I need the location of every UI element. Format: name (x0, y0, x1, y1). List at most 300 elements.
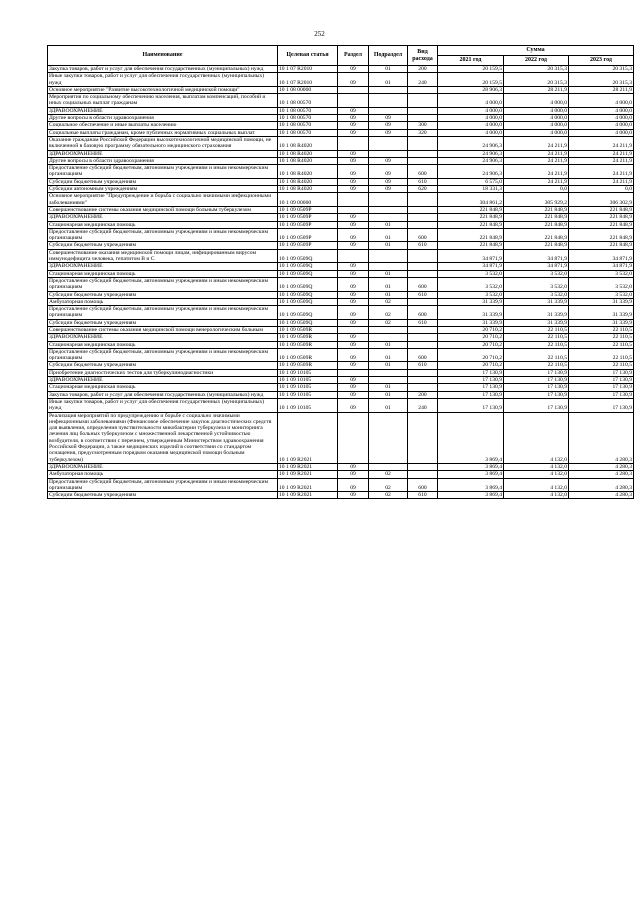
row-section: 09 (338, 319, 369, 326)
row-sum-2021: 17 130,9 (438, 384, 504, 391)
row-sum-2021: 4 000,0 (438, 129, 504, 136)
row-expense-type (408, 412, 438, 463)
row-name: Предоставление субсидий бюджетным, автономным учреждениям и иным некоммерческим организациям (48, 277, 278, 291)
row-section: 09 (338, 157, 369, 164)
row-expense-type (408, 107, 438, 114)
row-sum-2021: 221 848,9 (438, 214, 504, 221)
table-row (48, 277, 634, 291)
row-target-code: 10 1 09 0509R (278, 348, 338, 362)
row-section: 09 (338, 178, 369, 185)
row-name: Совершенствование системы оказания медицинской помощи венерологическим больным (48, 326, 278, 333)
header-expense-type: Вид расхода (408, 46, 438, 66)
row-sum-2022: 17 130,9 (504, 391, 569, 398)
row-section: 09 (338, 277, 369, 291)
row-sum-2022: 4 000,0 (504, 107, 569, 114)
row-sum-2023: 4 000,0 (569, 129, 634, 136)
row-section: 09 (338, 73, 369, 87)
row-sum-2022: 4 000,0 (504, 129, 569, 136)
row-expense-type (408, 150, 438, 157)
row-sum-2022: 4 000,0 (504, 115, 569, 122)
row-sum-2022: 17 130,9 (504, 377, 569, 384)
row-target-code: 10 1 09 0509Q (278, 277, 338, 291)
table-row (48, 186, 634, 193)
row-sum-2021: 20 710,2 (438, 362, 504, 369)
row-target-code: 10 1 09 0509Q (278, 263, 338, 270)
row-sum-2022: 221 848,9 (504, 214, 569, 221)
row-target-code: 10 1 09 0509R (278, 341, 338, 348)
row-sum-2021: 24 906,3 (438, 165, 504, 179)
row-sum-2022: 17 130,9 (504, 398, 569, 412)
table-row (48, 362, 634, 369)
row-subsection: 01 (369, 384, 408, 391)
row-target-code: 10 1 09 0509R (278, 362, 338, 369)
row-subsection: 01 (369, 348, 408, 362)
table-body (48, 66, 634, 499)
table-row (48, 206, 634, 213)
row-subsection (369, 206, 408, 213)
row-sum-2021: 304 861,2 (438, 193, 504, 207)
row-expense-type: 200 (408, 66, 438, 73)
row-subsection: 01 (369, 362, 408, 369)
row-name: Стационарная медицинская помощь (48, 384, 278, 391)
table-row (48, 66, 634, 73)
row-sum-2022: 3 532,0 (504, 270, 569, 277)
row-expense-type: 600 (408, 228, 438, 242)
row-target-code: 10 1 09 0509R (278, 334, 338, 341)
table-row (48, 492, 634, 499)
row-target-code: 10 1 09 10105 (278, 377, 338, 384)
table-row (48, 136, 634, 150)
row-section: 09 (338, 242, 369, 249)
row-sum-2023: 4 000,0 (569, 122, 634, 129)
row-name: ЗДРАВООХРАНЕНИЕ (48, 107, 278, 114)
row-sum-2023: 3 532,0 (569, 270, 634, 277)
row-subsection (369, 377, 408, 384)
row-sum-2022: 31 339,9 (504, 306, 569, 320)
row-subsection (369, 326, 408, 333)
row-target-code: 10 1 08 00000 (278, 86, 338, 93)
row-target-code: 10 1 08 00570 (278, 94, 338, 108)
row-expense-type (408, 206, 438, 213)
row-section: 09 (338, 463, 369, 470)
row-sum-2022: 17 130,9 (504, 384, 569, 391)
row-expense-type (408, 341, 438, 348)
row-sum-2022: 24 211,9 (504, 136, 569, 150)
table-row (48, 319, 634, 326)
row-target-code: 10 1 08 R4020 (278, 157, 338, 164)
header-year-2021: 2021 год (438, 56, 504, 66)
row-target-code: 10 1 09 0509Q (278, 306, 338, 320)
row-name: Предоставление субсидий бюджетным, автономным учреждениям и иным некоммерческим организациям (48, 306, 278, 320)
row-sum-2021: 6 575,0 (438, 178, 504, 185)
row-sum-2021: 24 906,3 (438, 157, 504, 164)
row-expense-type (408, 334, 438, 341)
row-name: Совершенствование оказания медицинской помощи лицам, инфицированным вирусом иммунодефицита человека, гепатитом В и С (48, 249, 278, 263)
row-subsection: 01 (369, 66, 408, 73)
row-sum-2023: 221 848,9 (569, 228, 634, 242)
row-name: Субсидии бюджетным учреждениям (48, 242, 278, 249)
table-row (48, 221, 634, 228)
row-target-code: 10 1 09 R2021 (278, 492, 338, 499)
table-row (48, 384, 634, 391)
row-sum-2022: 31 339,9 (504, 298, 569, 305)
row-expense-type (408, 384, 438, 391)
row-sum-2022: 28 211,9 (504, 86, 569, 93)
row-subsection (369, 107, 408, 114)
row-subsection: 01 (369, 270, 408, 277)
row-expense-type (408, 471, 438, 478)
row-expense-type (408, 270, 438, 277)
row-sum-2022: 4 132,0 (504, 492, 569, 499)
row-target-code: 10 1 08 R4020 (278, 186, 338, 193)
row-sum-2021: 31 339,9 (438, 319, 504, 326)
row-sum-2023: 3 532,0 (569, 291, 634, 298)
row-sum-2021: 221 848,9 (438, 206, 504, 213)
row-sum-2023: 17 130,9 (569, 369, 634, 376)
table-row (48, 122, 634, 129)
row-sum-2022: 4 000,0 (504, 94, 569, 108)
row-name: Субсидии автономным учреждениям (48, 186, 278, 193)
row-section (338, 369, 369, 376)
row-sum-2023: 4 280,3 (569, 463, 634, 470)
row-sum-2022: 34 871,9 (504, 249, 569, 263)
row-section (338, 206, 369, 213)
table-row (48, 398, 634, 412)
row-sum-2023: 28 211,9 (569, 86, 634, 93)
row-section (338, 249, 369, 263)
table-row (48, 412, 634, 463)
row-target-code: 10 1 09 0509P (278, 214, 338, 221)
row-section: 09 (338, 115, 369, 122)
row-sum-2023: 24 211,9 (569, 178, 634, 185)
row-sum-2021: 31 339,9 (438, 298, 504, 305)
row-name: Предоставление субсидий бюджетным, автономным учреждениям и иным некоммерческим организациям (48, 165, 278, 179)
row-expense-type (408, 249, 438, 263)
row-subsection: 09 (369, 186, 408, 193)
row-name: Амбулаторная помощь (48, 471, 278, 478)
row-name: Стационарная медицинская помощь (48, 270, 278, 277)
row-sum-2023: 22 110,5 (569, 348, 634, 362)
row-name: Оказание гражданам Российской Федерации высокотехнологичной медицинской помощи, не включенной в базовую программу обязательного медицинского страхования (48, 136, 278, 150)
row-section: 09 (338, 228, 369, 242)
row-expense-type: 240 (408, 73, 438, 87)
row-sum-2021: 4 000,0 (438, 122, 504, 129)
row-subsection (369, 463, 408, 470)
row-expense-type (408, 86, 438, 93)
row-target-code: 10 1 09 00000 (278, 193, 338, 207)
row-expense-type: 600 (408, 478, 438, 492)
row-sum-2023: 17 130,9 (569, 384, 634, 391)
row-sum-2023: 4 000,0 (569, 115, 634, 122)
row-subsection: 01 (369, 73, 408, 87)
row-target-code: 10 1 09 0509P (278, 206, 338, 213)
row-sum-2021: 20 710,2 (438, 341, 504, 348)
row-section: 09 (338, 384, 369, 391)
row-expense-type: 600 (408, 165, 438, 179)
row-section: 09 (338, 492, 369, 499)
row-subsection: 01 (369, 291, 408, 298)
row-sum-2021: 221 848,9 (438, 228, 504, 242)
row-sum-2023: 17 130,9 (569, 391, 634, 398)
row-sum-2022: 4 000,0 (504, 122, 569, 129)
row-sum-2021: 221 848,9 (438, 221, 504, 228)
row-subsection: 09 (369, 122, 408, 129)
row-subsection (369, 94, 408, 108)
header-sum: Сумма (438, 46, 634, 56)
row-expense-type: 610 (408, 492, 438, 499)
row-sum-2021: 17 130,9 (438, 369, 504, 376)
row-sum-2022: 3 532,0 (504, 277, 569, 291)
row-sum-2022: 24 211,9 (504, 165, 569, 179)
row-sum-2023: 4 280,3 (569, 478, 634, 492)
row-name: Предоставление субсидий бюджетным, автономным учреждениям и иным некоммерческим организациям (48, 478, 278, 492)
row-subsection: 01 (369, 242, 408, 249)
row-subsection: 01 (369, 277, 408, 291)
row-name: ЗДРАВООХРАНЕНИЕ (48, 214, 278, 221)
row-name: Закупка товаров, работ и услуг для обеспечения государственных (муниципальных) нужд (48, 391, 278, 398)
row-name: Субсидии бюджетным учреждениям (48, 319, 278, 326)
row-section (338, 326, 369, 333)
row-sum-2022: 4 132,0 (504, 412, 569, 463)
row-target-code: 10 1 08 00570 (278, 129, 338, 136)
row-section: 09 (338, 150, 369, 157)
row-subsection: 02 (369, 492, 408, 499)
row-expense-type: 600 (408, 306, 438, 320)
row-section: 09 (338, 221, 369, 228)
table-row (48, 242, 634, 249)
row-sum-2022: 20 315,3 (504, 73, 569, 87)
table-row (48, 129, 634, 136)
row-subsection: 01 (369, 221, 408, 228)
row-section: 09 (338, 306, 369, 320)
row-name: Социальные выплаты гражданам, кроме публичных нормативных социальных выплат (48, 129, 278, 136)
row-section: 09 (338, 348, 369, 362)
row-target-code: 10 1 09 0509P (278, 228, 338, 242)
row-target-code: 10 1 08 R4020 (278, 150, 338, 157)
row-sum-2022: 31 339,9 (504, 319, 569, 326)
row-name: Приобретение диагностических тестов для туберкулинодиагностики (48, 369, 278, 376)
row-section: 09 (338, 263, 369, 270)
table-row (48, 193, 634, 207)
header-year-2023: 2023 год (569, 56, 634, 66)
row-section: 09 (338, 214, 369, 221)
row-target-code: 10 1 09 R2021 (278, 412, 338, 463)
row-expense-type: 610 (408, 291, 438, 298)
row-sum-2021: 17 130,9 (438, 398, 504, 412)
row-section: 09 (338, 165, 369, 179)
row-name: Предоставление субсидий бюджетным, автономным учреждениям и иным некоммерческим организациям (48, 228, 278, 242)
row-subsection: 09 (369, 115, 408, 122)
row-section: 09 (338, 129, 369, 136)
row-name: Реализация мероприятий по предупреждению и борьбе с социально значимыми инфекционными заболеваниями (Финансовое обеспечение закупок диагностических средств для выявления, определения чувствительности микобактерии туберкулеза и мониторинга лечения лиц больных туберкулезом с множественной лекарственной устойчивостью возбудителя, в соответствии с перечнем, утвержденным Министерством здравоохранения Российской Федерации, а также медицинских изделий в соответствии со стандартом оснащения, предусмотренным порядком оказания медицинской помощи больным туберкулезом) (48, 412, 278, 463)
row-sum-2021: 20 710,2 (438, 326, 504, 333)
row-sum-2022: 22 110,5 (504, 348, 569, 362)
row-sum-2023: 31 339,9 (569, 306, 634, 320)
row-sum-2023: 221 848,9 (569, 214, 634, 221)
row-sum-2021: 3 532,0 (438, 270, 504, 277)
header-name: Наименование (48, 46, 278, 66)
row-sum-2021: 17 130,9 (438, 391, 504, 398)
row-section (338, 94, 369, 108)
row-sum-2023: 22 110,5 (569, 341, 634, 348)
row-expense-type (408, 377, 438, 384)
row-sum-2022: 24 211,9 (504, 157, 569, 164)
row-sum-2023: 4 280,3 (569, 471, 634, 478)
row-name: Иные закупки товаров, работ и услуг для обеспечения государственных (муниципальных) нужд (48, 73, 278, 87)
table-row (48, 326, 634, 333)
table-row (48, 165, 634, 179)
row-subsection (369, 263, 408, 270)
row-expense-type (408, 193, 438, 207)
row-section: 09 (338, 270, 369, 277)
row-name: Другие вопросы в области здравоохранения (48, 115, 278, 122)
row-target-code: 10 1 07 R2010 (278, 73, 338, 87)
table-row (48, 86, 634, 93)
row-subsection: 02 (369, 298, 408, 305)
row-name: Основное мероприятие "Развитие высокотехнологичной медицинской помощи" (48, 86, 278, 93)
row-target-code: 10 1 09 0509Q (278, 291, 338, 298)
row-subsection: 02 (369, 306, 408, 320)
table-row (48, 298, 634, 305)
row-sum-2021: 18 331,3 (438, 186, 504, 193)
row-name: Субсидии бюджетным учреждениям (48, 492, 278, 499)
row-subsection: 09 (369, 178, 408, 185)
row-sum-2021: 3 532,0 (438, 277, 504, 291)
row-sum-2021: 20 710,2 (438, 348, 504, 362)
row-subsection: 01 (369, 398, 408, 412)
row-sum-2023: 221 848,9 (569, 221, 634, 228)
table-row (48, 150, 634, 157)
row-name: ЗДРАВООХРАНЕНИЕ (48, 150, 278, 157)
row-section (338, 412, 369, 463)
row-expense-type (408, 463, 438, 470)
row-sum-2023: 4 280,3 (569, 492, 634, 499)
table-row (48, 341, 634, 348)
row-sum-2023: 306 302,9 (569, 193, 634, 207)
row-target-code: 10 1 09 0509Q (278, 270, 338, 277)
row-expense-type: 610 (408, 242, 438, 249)
row-target-code: 10 1 08 00570 (278, 115, 338, 122)
row-sum-2021: 3 869,4 (438, 478, 504, 492)
row-sum-2022: 17 130,9 (504, 369, 569, 376)
table-row (48, 369, 634, 376)
row-section: 09 (338, 291, 369, 298)
row-sum-2021: 3 532,0 (438, 291, 504, 298)
row-sum-2022: 221 848,9 (504, 221, 569, 228)
row-subsection (369, 249, 408, 263)
row-section: 09 (338, 334, 369, 341)
row-target-code: 10 1 09 0509Q (278, 319, 338, 326)
row-name: Другие вопросы в области здравоохранения (48, 157, 278, 164)
row-sum-2023: 20 315,3 (569, 73, 634, 87)
row-sum-2023: 22 110,5 (569, 326, 634, 333)
row-sum-2022: 305 929,2 (504, 193, 569, 207)
row-sum-2022: 22 110,5 (504, 362, 569, 369)
row-expense-type: 620 (408, 186, 438, 193)
row-section: 09 (338, 298, 369, 305)
row-subsection (369, 412, 408, 463)
row-section: 09 (338, 362, 369, 369)
row-section: 09 (338, 107, 369, 114)
row-section: 09 (338, 478, 369, 492)
row-name: Иные закупки товаров, работ и услуг для обеспечения государственных (муниципальных) нужд (48, 398, 278, 412)
row-name: Мероприятия по социальному обеспечению населения, выплатам компенсаций, пособий и иных социальных выплат гражданам (48, 94, 278, 108)
row-expense-type: 600 (408, 277, 438, 291)
row-subsection (369, 334, 408, 341)
row-subsection: 09 (369, 129, 408, 136)
row-sum-2023: 31 339,9 (569, 319, 634, 326)
row-sum-2021: 20 710,2 (438, 334, 504, 341)
table-row (48, 157, 634, 164)
row-target-code: 10 1 09 10105 (278, 384, 338, 391)
row-sum-2023: 31 339,9 (569, 298, 634, 305)
row-expense-type (408, 221, 438, 228)
row-sum-2023: 22 110,5 (569, 334, 634, 341)
row-target-code: 10 1 09 0509R (278, 326, 338, 333)
header-year-2022: 2022 год (504, 56, 569, 66)
row-expense-type: 610 (408, 319, 438, 326)
row-expense-type (408, 115, 438, 122)
row-sum-2021: 221 848,9 (438, 242, 504, 249)
row-section: 09 (338, 377, 369, 384)
row-target-code: 10 1 08 R4020 (278, 178, 338, 185)
row-name: Закупка товаров, работ и услуг для обеспечения государственных (муниципальных) нужд (48, 66, 278, 73)
table-row (48, 94, 634, 108)
row-sum-2023: 221 848,9 (569, 242, 634, 249)
row-name: Субсидии бюджетным учреждениям (48, 362, 278, 369)
row-section: 09 (338, 398, 369, 412)
row-target-code: 10 1 07 R2010 (278, 66, 338, 73)
row-subsection: 09 (369, 157, 408, 164)
table-row (48, 115, 634, 122)
row-expense-type (408, 369, 438, 376)
row-sum-2021: 3 869,4 (438, 463, 504, 470)
table-row (48, 73, 634, 87)
row-name: Совершенствование системы оказания медицинской помощи больным туберкулезом (48, 206, 278, 213)
row-name: Основное мероприятие "Предупреждение и борьба с социально значимыми инфекционными заболеваниями" (48, 193, 278, 207)
row-expense-type: 200 (408, 391, 438, 398)
row-sum-2021: 3 869,4 (438, 412, 504, 463)
row-subsection: 01 (369, 391, 408, 398)
row-target-code: 10 1 09 10105 (278, 391, 338, 398)
table-row (48, 263, 634, 270)
row-sum-2021: 4 000,0 (438, 115, 504, 122)
row-sum-2021: 3 869,4 (438, 471, 504, 478)
page-number: 252 (314, 30, 325, 38)
row-sum-2023: 24 211,9 (569, 165, 634, 179)
row-expense-type (408, 157, 438, 164)
row-name: Субсидии бюджетным учреждениям (48, 291, 278, 298)
row-section (338, 136, 369, 150)
row-section: 09 (338, 122, 369, 129)
row-sum-2023: 4 280,3 (569, 412, 634, 463)
header-target: Целевая статья (278, 46, 338, 66)
row-target-code: 10 1 09 R2021 (278, 478, 338, 492)
table-row (48, 377, 634, 384)
row-target-code: 10 1 08 R4020 (278, 136, 338, 150)
row-section: 09 (338, 186, 369, 193)
row-sum-2023: 17 130,9 (569, 398, 634, 412)
row-name: Субсидии бюджетным учреждениям (48, 178, 278, 185)
row-name: Социальное обеспечение и иные выплаты населению (48, 122, 278, 129)
row-sum-2023: 24 211,9 (569, 150, 634, 157)
row-subsection: 01 (369, 228, 408, 242)
row-subsection: 01 (369, 341, 408, 348)
row-section (338, 193, 369, 207)
row-subsection (369, 193, 408, 207)
row-sum-2022: 22 110,5 (504, 326, 569, 333)
row-sum-2021: 20 159,5 (438, 73, 504, 87)
